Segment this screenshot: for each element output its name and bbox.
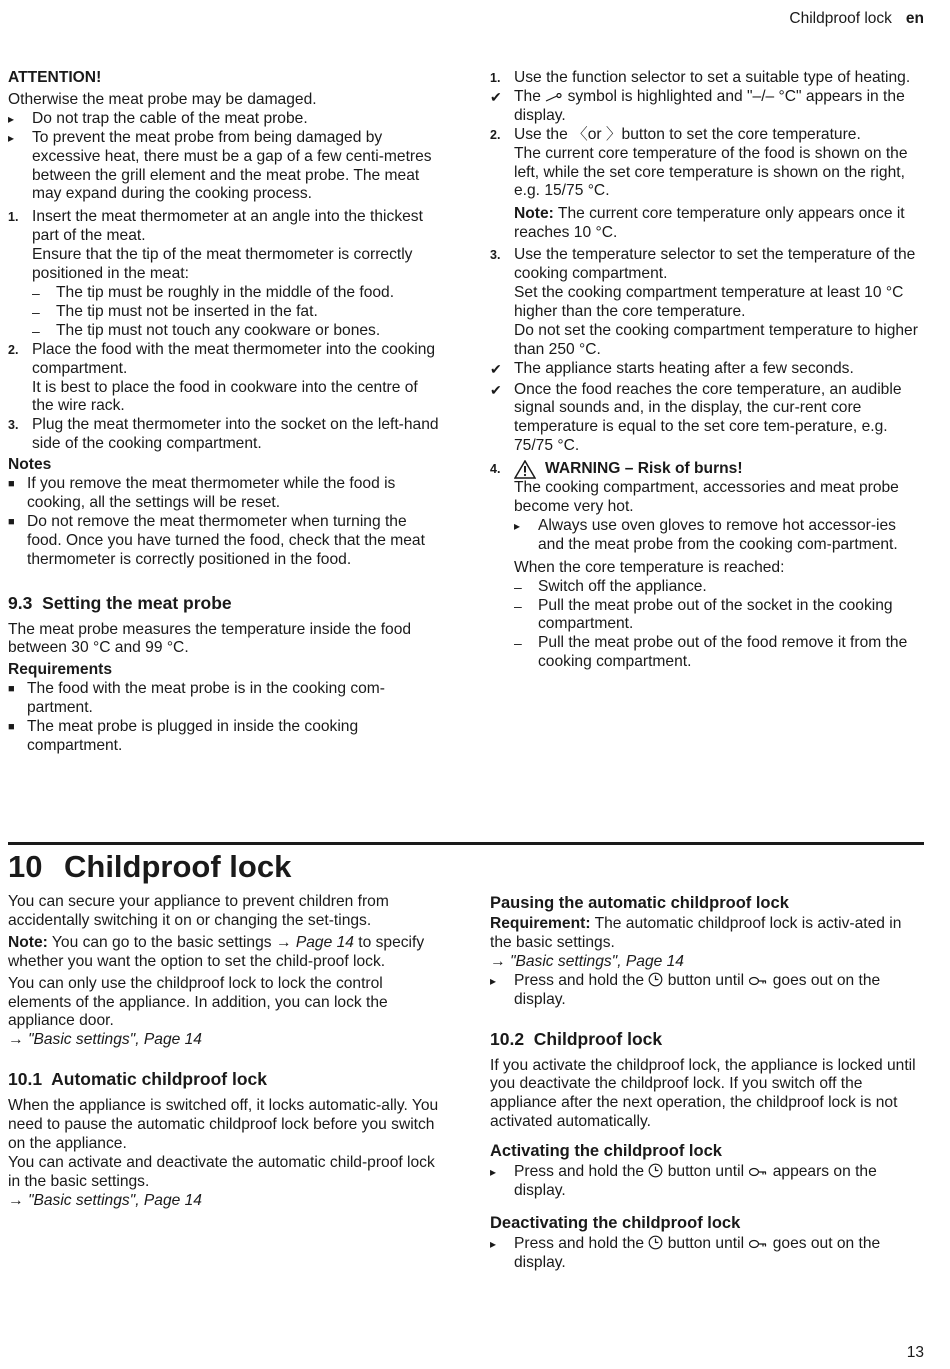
notes-title: Notes <box>8 456 52 474</box>
step-item: 1. Use the function selector to set a suitable type of heating. <box>490 69 911 86</box>
section-heading-10-1: 10.1 Automatic childproof lock <box>8 1069 267 1090</box>
clock-icon <box>648 1235 663 1250</box>
list-item: ■ The food with the meat probe is in the cooking com-partment. <box>8 680 385 717</box>
arrow-right-icon: → <box>275 933 292 951</box>
step-number: 3. <box>8 418 19 433</box>
column-left-top <box>8 69 443 756</box>
step-item: 4. WARNING – Risk of burns! The cooking compartment, accessories and meat probe become very hot. <box>490 460 924 517</box>
chapter-heading: 10 Childproof lock <box>8 842 924 885</box>
pause-heading: Pausing the automatic childproof lock <box>490 894 789 912</box>
clock-icon <box>648 1163 663 1178</box>
dash-item: – Pull the meat probe out of the socket in the cooking compartment. <box>514 596 893 633</box>
check-icon: ✔ <box>490 360 502 377</box>
dash-item: – The tip must not touch any cookware or bones. <box>32 321 381 339</box>
result-item: ✔ Once the food reaches the core temperature, an audible signal sounds and, in the display, the cur-rent core temperature is equal to the set core tem-perature, e.g. 75/75 °C. <box>490 380 902 455</box>
chevron-right-icon: 〉 <box>605 125 622 143</box>
result-item: ✔ The appliance starts heating after a few seconds. <box>490 359 854 377</box>
probe-icon <box>545 93 563 103</box>
step-item: 3. Use the temperature selector to set the temperature of the cooking compartment. Set the cooking compartment temperature at least 10 °C higher than the core temperature. Do not set the cooking compartment temperature to higher than 250 °C. <box>490 246 918 358</box>
square-bullet-icon: ■ <box>8 515 15 528</box>
deactivate-heading: Deactivating the childproof lock <box>490 1213 741 1232</box>
list-item: ▸ Press and hold the button until goes out on the display. <box>490 1234 881 1271</box>
key-icon <box>748 1166 768 1178</box>
cross-reference-link[interactable]: "Basic settings", Page 14 <box>509 952 684 970</box>
clock-icon <box>648 972 663 987</box>
square-bullet-icon: ■ <box>8 683 15 696</box>
arrow-right-icon: → <box>490 952 506 970</box>
dash-item: – Switch off the appliance. <box>514 577 707 595</box>
arrow-bullet-icon: ▸ <box>490 1236 497 1251</box>
arrow-bullet-icon: ▸ <box>490 1165 497 1180</box>
arrow-bullet-icon: ▸ <box>8 130 15 145</box>
dash-item: – The tip must be roughly in the middle of the food. <box>32 283 395 301</box>
key-icon <box>748 1238 768 1250</box>
column-right-top: 1. Use the function selector to set a suitable type of heating. ✔ The symbol is highlighted and "–/– °C" appears in the display. 2. Use the 〈or 〉button to set the core temperature. The current core temperature of the food is shown on the left, while the set core temperature is shown on the right, e.g. 15/75 °C. Note: The current core temperature only appears once it reaches 10 °C. 3. Use the temperature selector to set the temperature of the cooking compartment. Set the cooking compartment temperature at least 10 °C higher than the core temperature. Do not set the cooking compartment temperature to higher than 250 °C. ✔ The appliance starts heating after a few seconds. ✔ Once the food reaches the core temperature, an audible signal sounds and, in the display, the cur-rent core temperature is equal to the set core tem-perature, e.g. 75/75 °C. 4. WARNING – Risk of burns! The cooking compartment, accessories and meat probe become very hot. ▸ Always use oven gloves to remove hot accessor-ies and the meat probe from the cooking com-partment. When the core temperature is reached: – Switch off the appliance. – Pull the meat probe out of the socket in the cooking compartment. – Pull the meat probe out of the food remove it from the cooking compartment. <box>490 69 924 672</box>
column-right-bottom: Pausing the automatic childproof lock Requirement: The automatic childproof lock is activ-ated in the basic settings. → "Basic settings", Page 14 ▸ Press and hold the button until goes out on the display. 10.2 Childproof lock If you activate the childproof lock, the appliance is locked until you deactivate the childproof lock. If you switch off the appliance after the next operation, the childproof lock is not activated automatically. Activating the childproof lock ▸ Press and hold the button until appears on the display. Deactivating the childproof lock ▸ Press and hold the button until goes out on the display. <box>490 893 924 1273</box>
list-item: ■ If you remove the meat thermometer while the food is cooking, all the settings will be reset. <box>8 475 396 511</box>
header-section: Childproof lock <box>789 10 892 27</box>
key-icon <box>748 975 768 987</box>
chevron-left-icon: 〈 <box>572 125 588 143</box>
requirements-title: Requirements <box>8 661 112 679</box>
arrow-right-icon: → <box>8 1191 24 1209</box>
check-icon: ✔ <box>490 88 502 105</box>
arrow-bullet-icon: ▸ <box>8 111 15 126</box>
list-item: ▸ Press and hold the button until appears on the display. <box>490 1163 877 1200</box>
attention-text: Otherwise the meat probe may be damaged. <box>8 90 317 108</box>
list-item: ▸ Always use oven gloves to remove hot accessor-ies and the meat probe from the cooking com-partment. <box>514 516 898 553</box>
warning-heading: WARNING – Risk of burns! <box>514 460 924 479</box>
page-header <box>789 10 924 29</box>
square-bullet-icon: ■ <box>8 478 15 491</box>
section-heading-9-3: 9.3 Setting the meat probe <box>8 592 232 613</box>
list-item: ▸ To prevent the meat probe from being damaged by excessive heat, there must be a gap of a few centi-metres between the grill element and the meat probe. The meat may expand during the cooking process. <box>8 128 432 203</box>
list-item: ■ Do not remove the meat thermometer when turning the food. Once you have turned the food, check that the meat thermometer is correctly positioned in the food. <box>8 512 425 568</box>
arrow-right-icon: → <box>8 1031 24 1049</box>
dash-item: – The tip must not be inserted in the fat. <box>32 302 318 320</box>
step-item: 3. Plug the meat thermometer into the socket on the left-hand side of the cooking compartment. <box>8 416 439 453</box>
page-number: 13 <box>906 1344 924 1362</box>
list-item: ■ The meat probe is plugged in inside the cooking compartment. <box>8 718 359 754</box>
cross-reference-link[interactable]: "Basic settings", Page 14 <box>27 1191 202 1209</box>
page-link[interactable]: Page 14 <box>295 933 354 951</box>
section-heading-10-2: 10.2 Childproof lock <box>490 1028 663 1049</box>
cross-reference-link[interactable]: "Basic settings", Page 14 <box>27 1031 202 1049</box>
header-lang: en <box>905 10 924 27</box>
column-left-bottom: You can secure your appliance to prevent children from accidentally switching it on or changing the set-tings. Note: You can go to the basic settings → Page 14 to specify whether you want the option to set the child-proof lock. You can only use the childproof lock to lock the control elements of the appliance. In addition, you can lock the appliance door. → "Basic settings", Page 14 10.1 Automatic childproof lock When the appliance is switched off, it locks automatic-ally. You need to pause the automatic childproof lock before you switch on the appliance. You can activate and deactivate the automatic child-proof lock in the basic settings. → "Basic settings", Page 14 <box>8 893 443 1214</box>
step-item: 1. Insert the meat thermometer at an angle into the thickest part of the meat. Ensure that the tip of the meat thermometer is correctly positioned in the meat: <box>8 208 423 283</box>
step-number: 2. <box>8 342 19 357</box>
sec93-text: The meat probe measures the temperature inside the food between 30 °C and 99 °C. <box>8 620 412 657</box>
step-number: 1. <box>8 210 19 225</box>
list-item: ▸ Press and hold the button until goes out on the display. <box>490 971 881 1008</box>
arrow-bullet-icon: ▸ <box>490 973 497 988</box>
activate-heading: Activating the childproof lock <box>490 1142 722 1161</box>
check-icon: ✔ <box>490 381 502 398</box>
dash-item: – Pull the meat probe out of the food remove it from the cooking compartment. <box>514 634 908 671</box>
warning-triangle-icon <box>514 460 536 479</box>
step-item: 2. Place the food with the meat thermometer into the cooking compartment. It is best to place the food in cookware into the centre of the wire rack. <box>8 340 436 415</box>
result-item: ✔ The symbol is highlighted and "–/– °C" appears in the display. <box>490 87 905 124</box>
arrow-bullet-icon: ▸ <box>514 518 521 533</box>
list-item: ▸ Do not trap the cable of the meat probe. <box>8 109 308 127</box>
step-item: 2. Use the 〈or 〉button to set the core temperature. The current core temperature of the food is shown on the left, while the set core temperature is shown on the right, e.g. 15/75 °C. <box>490 125 908 200</box>
square-bullet-icon: ■ <box>8 721 15 734</box>
attention-label: ATTENTION! <box>8 69 102 86</box>
